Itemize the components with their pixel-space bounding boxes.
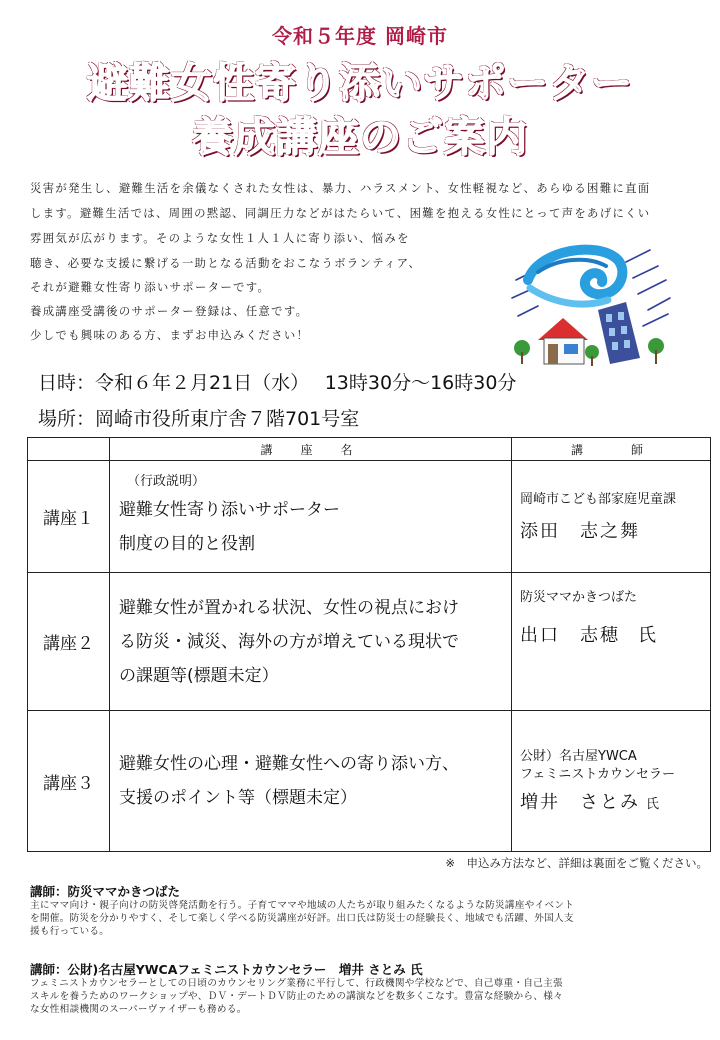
event-subtitle: 令和５年度 岡崎市 [272,24,448,48]
table-row [28,573,711,711]
intro-line: 災害が発生し、避難生活を余儀なくされた女性は、暴力、ハラスメント、女性軽視など、あらゆる困難に直面 [30,181,651,195]
course-content-line: 制度の目的と役割 [119,533,255,554]
table-header-lecturer: 講 師 [512,438,711,461]
table-row [28,461,711,573]
trees [514,338,664,366]
course-content [110,461,512,573]
lecturer-name [520,788,710,814]
course-content-line: 避難女性が置かれる状況、女性の視点におけ [119,597,459,618]
bio-heading: 講師：防災ママかきつばた [30,884,181,899]
lecturer-name [520,517,710,543]
intro-line: それが避難女性寄り添いサポーターです。 [30,280,271,294]
course-table [27,437,711,852]
bio-line: 主にママ向け・親子向けの防災啓発活動を行う。子育てママや地域の人たちが取り組みたくなるような防災講座やイベント [30,900,575,911]
details-note: ※ 申込み方法など、詳細は裏面をご覧ください。 [445,856,708,870]
lecturer-name-text: 出口 志穂 [520,625,620,646]
event-date: 日時：令和６年２月21日（水） 13時30分～16時30分 [38,372,517,394]
course-note: （行政説明） [127,473,206,489]
typhoon-swirl [528,250,622,304]
course-label: 講座１ [28,461,110,573]
lecturer-org: フェミニストカウンセラー [520,767,675,782]
table-row [28,711,711,852]
page-title-line-2: 養成講座のご案内 [192,113,528,161]
bio-text [30,899,690,938]
intro-line: します。避難生活では、周囲の黙認、同調圧力などがはたらいて、困難を抱える女性にとって声をあげにくい [30,206,651,220]
bio-heading: 講師：公財)名古屋YWCAフェミニストカウンセラー 増井 さとみ 氏 [30,962,423,977]
event-place: 場所：岡崎市役所東庁舎７階701号室 [38,408,360,430]
course-content-line: 避難女性寄り添いサポーター [119,499,340,520]
lecturer-org: 防災ママかきつばた [520,590,638,605]
bio-text [30,977,690,1016]
lecturer-cell [512,461,711,573]
course-content-line: 支援のポイント等（標題未定） [119,788,357,808]
lecturer-name-text: 増井 さとみ [520,792,640,813]
bio-line: スキルを養うためのワークショップや、ＤＶ・デートＤＶ防止のための講演などを数多くこなす。豊富な経験から、様々 [30,991,564,1002]
page-title-line-1: 避難女性寄り添いサポーター [87,59,633,107]
house [538,318,588,364]
table-header-course: 講 座 名 [110,438,512,461]
lecturer-cell [512,573,711,711]
intro-line: 聴き、必要な支援に繋げる一助となる活動をおこなうボランティア、 [30,256,422,270]
table-header-corner [28,438,110,461]
buildings [598,302,640,364]
course-content [110,573,512,711]
intro-line: 養成講座受講後のサポーター登録は、任意です。 [30,304,309,318]
lecturer-suffix: 氏 [646,797,662,812]
course-content-line: 避難女性の心理・避難女性への寄り添い方、 [119,754,459,774]
lecturer-name-text: 添田 志之舞 [520,520,640,542]
course-content [110,711,512,852]
table-header-row [28,438,711,461]
bio-line: を開催。防災を分かりやすく、そして楽しく学べる防災講座が好評。出口氏は防災士の経験長く、地域でも活躍、外国人支 [30,913,574,924]
storm-illustration [508,240,673,370]
bio-line: フェミニストカウンセラーとしての日頃のカウンセリング業務に平行して、行政機関や学校などで、自己尊重・自己主張 [30,978,563,989]
lecturer-name [520,621,710,647]
course-content-line: の課題等(標題未定） [119,665,279,686]
intro-line: 少しでも興味のある方、まずお申込みください！ [30,328,310,342]
lecturer-cell [512,711,711,852]
lecturer-org: 岡崎市こども部家庭児童課 [520,491,677,507]
course-label: 講座２ [28,573,110,711]
lecturer-suffix: 氏 [638,625,658,646]
intro-line: 雰囲気が広がります。そのような女性１人１人に寄り添い、悩みを [30,231,410,245]
bio-line: な女性相談機関のスーパーヴァイザーも務める。 [30,1004,247,1015]
bio-line: 援も行っている。 [30,926,110,937]
course-content-line: る防災・減災、海外の方が増えている現状で [119,631,459,652]
lecturer-org: 公財）名古屋YWCA [520,749,637,764]
course-label: 講座３ [28,711,110,852]
